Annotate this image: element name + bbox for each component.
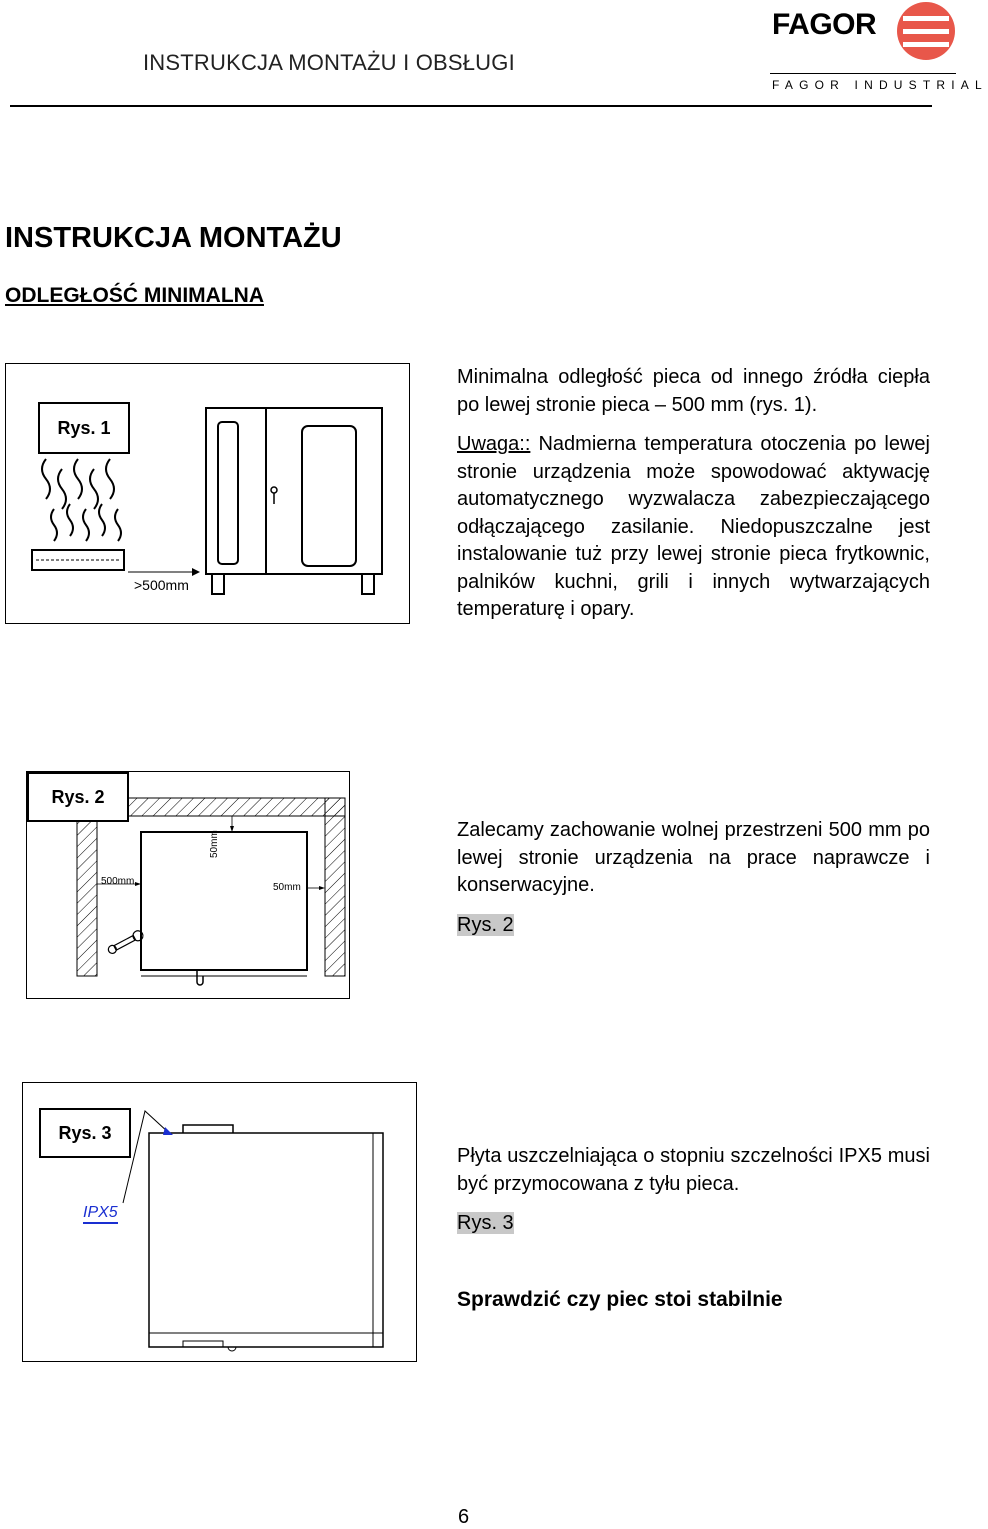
min-distance-paragraph: Minimalna odległość pieca od innego źródła ciepła po lewej stronie pieca – 500 mm (rys. 1).: [457, 366, 930, 416]
figure-1-dimension: >500mm: [134, 577, 189, 593]
figure-1-label: Rys. 1: [38, 402, 130, 454]
fagor-logo: [770, 0, 988, 100]
fagor-logo-mark-icon: [895, 0, 957, 62]
figure-2: [26, 771, 350, 999]
text-block-3: [457, 1143, 930, 1238]
text-block-1: [457, 364, 930, 624]
page-title: INSTRUKCJA MONTAŻU: [5, 222, 342, 254]
stability-heading: Sprawdzić czy piec stoi stabilnie: [457, 1288, 783, 1311]
warning-text: Nadmierna temperatura otoczenia po lewej stronie urządzenia może spowodować aktywację automatycznego wyzwalacza zabezpieczającego odłączającego zasilanie. Niedopuszczalne jest instalowanie tuż przy lewej stronie pieca frytkownic, palników kuchni, grili i innych wytwarzających temperaturę i opary.: [457, 433, 930, 620]
section-title: ODLEGŁOŚĆ MINIMALNA: [5, 284, 264, 307]
logo-divider: [770, 73, 956, 74]
warning-paragraph: [457, 431, 930, 624]
page-number: 6: [458, 1506, 470, 1528]
figure-3-reference: Rys. 3: [457, 1212, 514, 1234]
warning-label: Uwaga::: [457, 433, 531, 455]
header-divider: [10, 105, 932, 107]
figure-3-label: Rys. 3: [39, 1108, 131, 1158]
ipx5-paragraph: Płyta uszczelniająca o stopniu szczelności IPX5 musi być przymocowana z tyłu pieca.: [457, 1145, 930, 1195]
ipx5-label: IPX5: [83, 1204, 118, 1224]
figure-2-label: Rys. 2: [27, 772, 129, 822]
figure-3: [22, 1082, 417, 1362]
figure-2-dim-top: 50mm: [209, 830, 220, 858]
service-space-paragraph: Zalecamy zachowanie wolnej przestrzeni 500 mm po lewej stronie urządzenia na prace naprawcze i konserwacyjne.: [457, 819, 930, 896]
wrench-icon: [27, 772, 28, 773]
text-block-2: [457, 817, 930, 939]
logo-subtitle: FAGOR INDUSTRIAL: [772, 78, 988, 92]
figure-2-dim-left: 500mm: [101, 876, 135, 887]
figure-1: [5, 363, 410, 624]
figure-2-dim-right: 50mm: [273, 882, 301, 893]
figure-2-reference: Rys. 2: [457, 913, 514, 936]
logo-brand: FAGOR: [772, 8, 877, 41]
header-title: INSTRUKCJA MONTAŻU I OBSŁUGI: [143, 50, 515, 75]
